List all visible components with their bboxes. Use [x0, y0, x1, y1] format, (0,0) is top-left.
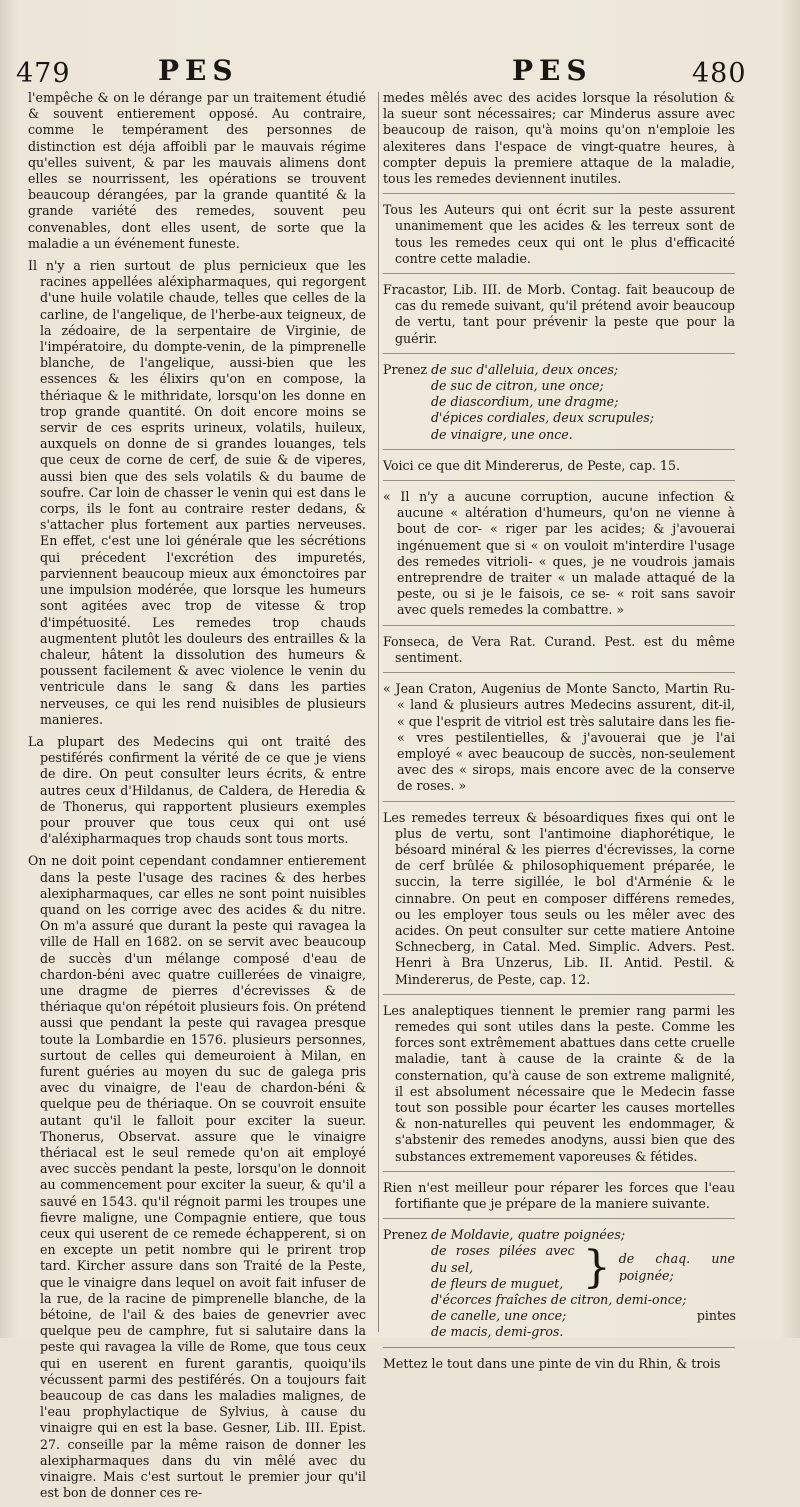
recipe-eau-fortifiante	[383, 1227, 735, 1340]
paragraph: Fracastor, Lib. III. de Morb. Contag. fait beaucoup de cas du remede suivant, qu'il prétend avoir beaucoup de vertu, tant pour prévenir la peste que pour la guérir.	[383, 282, 735, 346]
paragraph: Les remedes terreux & bésoardiques fixes qui ont le plus de vertu, sont l'antimoine diaphorétique, le bésoard minéral & les pierres d'écrevisses, la corne de cerf brûlée & philosophiquement préparée, le succin, la terre sigillée, le bol d'Arménie & le cinnabre. On peut en composer différens remedes, ou les employer tous seuls ou les mêler avec des acides. On peut consulter sur cette matiere Antoine Schnecberg, in Catal. Med. Simplic. Advers. Pest. Henri à Bra Unzerus, Lib. II. Antid. Pestil. & Mindererus, de Peste, cap. 12.	[383, 809, 735, 987]
paragraph: Fonseca, de Vera Rat. Curand. Pest. est du même sentiment.	[383, 633, 735, 665]
right-page-number: 480	[692, 58, 747, 89]
paragraph: Voici ce que dit Mindererus, de Peste, cap. 15.	[383, 457, 681, 473]
quotation: « Il n'y a aucune corruption, aucune infection & aucune « altération d'humeurs, qu'on ne vienne à bout de cor- « riger par les acides; & j'avouerai ingénuement que si « on vouloit m'interdire l'usage des remedes vitrioli- « ques, je ne voudrois jamais entreprendre de traiter « un malade attaqué de la peste, ou si je le faisois, ce se- « roit sans savoir avec quels remedes la combattre. »	[383, 489, 735, 618]
section-rule	[383, 1171, 735, 1172]
section-rule	[383, 449, 735, 450]
section-rule	[383, 801, 735, 802]
recipe-line: de suc de citron, une once;	[431, 378, 604, 394]
section-rule	[383, 625, 735, 626]
section-rule	[383, 1347, 735, 1348]
section-rule	[383, 193, 735, 194]
paragraph: Mettez le tout dans une pinte de vin du Rhin, & trois	[383, 1355, 721, 1371]
paragraph: La plupart des Medecins qui ont traité des pestiférés confirment la vérité de ce que je viens de dire. On peut consulter leurs écrits, & entre autres ceux d'Hildanus, de Caldera, de Heredia & de Thonerus, qui rapportent plusieurs exemples pour prouver que tous ceux qui ont usé d'aléxipharmaques trop chauds sont tous morts.	[28, 733, 366, 847]
quotation: « Jean Craton, Augenius de Monte Sancto, Martin Ru- « land & plusieurs autres Medecins assurent, dit-il, « que l'esprit de vitriol est très salutaire dans les fie- « vres pestilentielles, & j'avouerai que je l'ai employé « avec beaucoup de succès, non-seulement avec des « sirops, mais encore avec de la conserve de roses. »	[383, 681, 735, 794]
recipe-line: de canelle, une once;	[431, 1308, 567, 1324]
section-rule	[383, 353, 735, 354]
recipe-line: de fleurs de muguet,	[431, 1275, 564, 1291]
catchword: pintes	[696, 1308, 736, 1323]
column-divider	[378, 92, 379, 1332]
right-running-head: PES	[512, 54, 593, 87]
paragraph: l'empêche & on le dérange par un traitement étudié & souvent entierement opposé. Au contraire, comme le tempérament des personnes de distinction est déja affoibli par le mauvais régime qu'elles suivent, & par les mauvais alimens dont elles se nourrissent, les opérations se trouvent beaucoup dérangées, par la grande quantité & la grande variété des remedes, souvent peu convenables, dont elles usent, de sorte que la maladie a un événement funeste.	[28, 90, 366, 251]
paragraph: Rien n'est meilleur pour réparer les forces que l'eau fortifiante que je prépare de la maniere suivante.	[383, 1179, 735, 1211]
paragraph: On ne doit point cependant condamner entierement dans la peste l'usage des racines & des herbes alexipharmaques, car elles ne sont point nuisibles quand on les corrige avec des acides & du nitre. On m'a assuré que durant la peste qui ravagea la ville de Hall en 1682. on se servit avec beaucoup de succès d'un mélange composé d'eau de chardon-béni avec quatre cuillerées de vinaigre, une dragme de pierres d'écrevisses & de thériaque qu'on répétoit plusieurs fois. On prétend aussi que pendant la peste qui ravagea presque toute la Lombardie en 1576. plusieurs personnes, surtout de celles qui demeuroient à Milan, en furent guéries au moyen du suc de galega pris avec du vinaigre, de l'eau de chardon-béni & quelque peu de thériaque. On se couvroit ensuite autant qu'il le falloit pour exciter la sueur. Thonerus, Observat. assure que le vinaigre thériacal est le seul remede qu'on ait employé avec succès pendant la peste, lorsqu'on le donnoit au commencement pour exciter la sueur, & qu'il a sauvé en 1543. qu'il régnoit parmi les troupes une fievre maligne, une Compagnie entiere, que tous ceux qui userent de ce remede échapperent, si on en excepte un petit nombre qui le prirent trop tard. Kircher assure dans son Traité de la Peste, que le vinaigre dans lequel on avoit fait infuser de la rue, de la racine de pimprenelle blanche, de la bétoine, de l'ail & des baies de genevrier avec quelque peu de camphre, fut si salutaire dans la peste qui ravagea la ville de Rome, que tous ceux qui en userent en furent garantis, quoiqu'ils vécussent parmi des pestiférés. On a toujours fait beaucoup de cas dans les maladies malignes, de l'eau prophylactique de Sylvius, à cause du vinaigre qui en est la base. Gesner, Lib. III. Epist. 27. conseille par la même raison de donner les alexipharmaques dans du vin mêlé avec du vinaigre. Mais c'est surtout le premier jour qu'il est bon de donner ces re-	[28, 853, 367, 1501]
section-rule	[383, 480, 735, 481]
section-rule	[383, 994, 735, 995]
braced-ingredients	[383, 1243, 735, 1292]
paragraph: Les analeptiques tiennent le premier rang parmi les remedes qui sont utiles dans la peste. Comme les forces sont extrêmement abattues dans cette cruelle maladie, tant à cause de la crainte & de la consternation, qu'à cause de son extreme malignité, il est absolument nécessaire que le Medecin fasse tout son possible pour écarter les causes mortelles & non-naturelles qui peuvent les endommager, & s'abstenir des remedes anodyns, aussi bien que des substances extremement vaporeuses & fétides.	[383, 1002, 735, 1164]
paragraph: medes mêlés avec des acides lorsque la résolution & la sueur sont nécessaires; car Minderus assure avec beaucoup de raison, qu'à moins qu'on n'emploie les alexiteres dans l'espace de vingt-quatre heures, à compter depuis la premiere attaque de la maladie, tous les remedes deviennent inutiles.	[383, 90, 735, 187]
left-running-head: PES	[158, 54, 239, 87]
section-rule	[383, 672, 735, 673]
recipe-line: d'écorces fraîches de citron, demi-once;	[431, 1292, 687, 1307]
recipe-line: de macis, demi-gros.	[431, 1324, 564, 1340]
brace-note: de chaq. une poignée;	[618, 1251, 735, 1283]
recipe-line: de vinaigre, une once.	[431, 426, 573, 442]
paragraph: Il n'y a rien surtout de plus pernicieux que les racines appellées aléxipharmaques, qui regorgent d'une huile volatile chaude, telles que celles de la carline, de l'angelique, de l'herbe-aux teigneux, de la zédoaire, de la serpentaire de Virginie, de l'impératoire, du dompte-venin, de la pimprenelle blanche, de l'angelique, aussi-bien que les essences & les élixirs qu'on en compose, la thériaque & le mithridate, lorsqu'on les donne en trop grande quantité. On doit encore moins se servir de ces esprits urineux, volatils, huileux, auxquels on donne de si grandes louanges, tels que ceux de corne de cerf, de suie & de viperes, aussi bien que des sels volatils & du baume de soufre. Car loin de chasser le venin qui est dans le corps, ils le font au contraire rester dedans, & s'attacher plus fortement aux parties nerveuses. En effet, c'est une loi générale que les sécrétions qui précedent l'excrétion des impuretés, parviennent beaucoup mieux aux émonctoires par une impulsion modérée, que lorsque les humeurs sont agitées avec trop de vitesse & trop d'impétuosité. Les remedes trop chauds augmentent plutôt les douleurs des entrailles & la chaleur, hâtent la dissolution des humeurs & poussent facilement & avec violence le venin du ventricule dans le sang & dans les parties nerveuses, ce qui les rend nuisibles de plusieurs manieres.	[28, 258, 366, 727]
section-rule	[383, 1218, 735, 1219]
recipe-line: de suc d'alleluia, deux onces;	[431, 361, 619, 377]
recipe-lead: Prenez	[383, 361, 428, 377]
recipe-line: de Moldavie, quatre poignées;	[431, 1227, 626, 1243]
left-column	[28, 90, 366, 1507]
recipe-lead: Prenez	[383, 1227, 428, 1243]
page-header	[0, 52, 800, 92]
recipe-line: de roses pilées avec du sel,	[431, 1243, 575, 1275]
section-rule	[383, 273, 735, 274]
recipe-line: de diascordium, une dragme;	[431, 394, 619, 410]
recipe-fracastor	[383, 362, 735, 443]
right-column	[383, 90, 735, 1378]
brace-symbol: }	[582, 1241, 611, 1293]
left-page-number: 479	[16, 58, 71, 89]
recipe-line: d'épices cordiales, deux scrupules;	[431, 410, 654, 426]
paragraph: Tous les Auteurs qui ont écrit sur la peste assurent unanimement que les acides & les terreux sont de tous les remedes ceux qui ont le plus d'efficacité contre cette maladie.	[383, 202, 735, 266]
